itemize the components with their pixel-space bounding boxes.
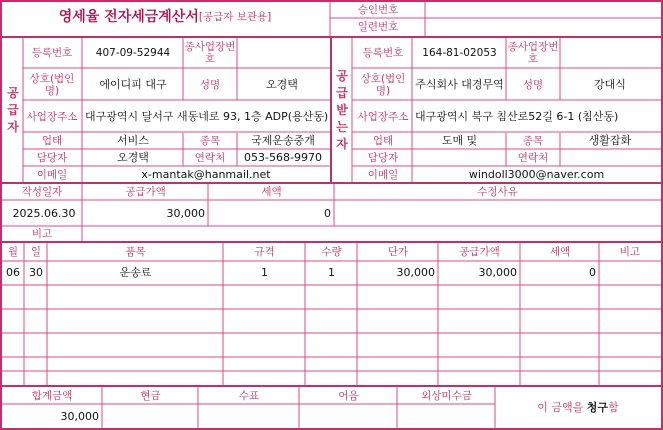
claim-prefix: 이 금액을: [537, 400, 584, 414]
supplier-section-label: 공급자: [7, 86, 19, 134]
supplier-email: x-mantak@hanmail.net: [141, 167, 271, 181]
item-row-1-day: 30: [29, 266, 43, 279]
cash-label: 현금: [140, 389, 161, 402]
supplier-phone: 053-568-9970: [244, 151, 322, 164]
check-label: 수표: [238, 389, 260, 402]
buyer-phone: [561, 150, 659, 166]
buyer-name: 주식회사 대경무역: [415, 78, 504, 91]
supplier-branch-no: [238, 38, 326, 68]
buyer-reg-no: 164-81-02053: [422, 47, 497, 59]
supplier-rep: 오경택: [266, 77, 298, 91]
buyer-manager: [413, 150, 506, 166]
note-value: [83, 227, 660, 241]
supplier-reg-no: 407-09-52944: [95, 47, 171, 59]
reason-label: 수정사유: [477, 186, 518, 198]
supplier-name: 에이디피 대구: [99, 77, 167, 91]
buyer-reg-no-label: 등록번호: [362, 47, 404, 59]
approval-no-label: 승인번호: [357, 3, 399, 16]
buyer-phone-label: 연락처: [517, 152, 549, 164]
buyer-type-label: 업태: [372, 134, 394, 147]
date-value: 2025.06.30: [12, 206, 76, 220]
note-label: 비고: [31, 228, 53, 240]
items-header-price: 단가: [387, 246, 409, 258]
invoice-title-note: [공급자 보관용]: [198, 11, 272, 23]
supply-amount-value: 30,000: [166, 206, 205, 220]
serial-no-label: 일련번호: [357, 20, 399, 33]
items-header-qty: 수량: [321, 246, 342, 258]
item-row-1-spec: 1: [261, 266, 268, 279]
buyer-branch-label: 종사업장번호: [507, 41, 559, 65]
total-label: 합계금액: [31, 389, 73, 402]
bill-value: [300, 405, 397, 428]
supplier-email-label: 이메일: [36, 168, 68, 181]
credit-label: 외상미수금: [421, 389, 472, 402]
buyer-branch-no: [561, 38, 659, 68]
check-value: [199, 405, 299, 428]
invoice-title-text: 영세율 전자세금계산서: [58, 9, 199, 25]
tax-amount-value: 0: [324, 206, 331, 220]
items-header-month: 월: [7, 246, 19, 258]
buyer-email-label: 이메일: [367, 168, 399, 181]
supplier-item-label: 종목: [199, 134, 221, 147]
item-row-1-tax: 0: [589, 266, 596, 279]
credit-value: [398, 405, 495, 428]
item-row-1-supply: 30,000: [478, 266, 517, 279]
buyer-item: 생활잡화: [588, 133, 632, 147]
item-row-1-qty: 1: [328, 266, 335, 279]
tax-amount-label: 세액: [261, 186, 282, 198]
buyer-item-label: 종목: [522, 134, 544, 147]
buyer-addr: 대구광역시 북구 침산로52길 6-1 (침산동): [415, 109, 619, 123]
buyer-type: 도매 및: [441, 133, 478, 147]
items-header-item: 품목: [125, 246, 146, 258]
cash-value: [103, 405, 198, 428]
item-row-1-month: 06: [6, 266, 20, 279]
supply-amount-label: 공급가액: [125, 186, 166, 198]
invoice-title: [2, 2, 328, 32]
supplier-reg-no-label: 등록번호: [31, 47, 73, 59]
supplier-branch-label: 종사업장번호: [184, 41, 236, 65]
claim-word: 청구: [586, 400, 609, 414]
total-value: 30,000: [60, 409, 99, 423]
item-row-1-name: 운송료: [119, 266, 152, 279]
bill-label: 어음: [338, 389, 359, 402]
supplier-type-label: 업태: [41, 134, 63, 147]
supplier-type: 서비스: [117, 133, 149, 147]
buyer-name-label: 상호(법인명): [360, 72, 406, 97]
buyer-manager-label: 담당자: [367, 152, 399, 164]
buyer-email: windoll3000@naver.com: [468, 167, 605, 181]
items-header-day: 일: [30, 246, 42, 258]
supplier-manager-label: 담당자: [36, 152, 68, 164]
approval-no-value: [426, 2, 660, 17]
item-row-1-note: [600, 262, 660, 284]
buyer-rep: 강대식: [594, 77, 626, 91]
supplier-addr: 대구광역시 달서구 새동네로 93, 1층 ADP(용산동): [85, 110, 329, 123]
items-header-tax: 세액: [549, 246, 571, 258]
serial-no-value: [426, 19, 660, 34]
supplier-addr-label: 사업장주소: [26, 110, 78, 123]
reason-value: [335, 201, 660, 226]
supplier-rep-label: 성명: [199, 78, 221, 91]
supplier-manager: 오경택: [117, 151, 149, 164]
claim-statement: [496, 387, 660, 428]
buyer-addr-label: 사업장주소: [357, 110, 409, 123]
item-row-1-price: 30,000: [396, 266, 435, 279]
buyer-section-label: 공급받는자: [336, 69, 348, 151]
items-header-spec: 규격: [254, 246, 275, 258]
supplier-name-label: 상호(법인명): [29, 72, 75, 97]
buyer-rep-label: 성명: [522, 78, 544, 91]
items-header-note: 비고: [619, 246, 641, 258]
date-label: 작성일자: [21, 186, 63, 198]
claim-suffix: 함: [608, 400, 619, 414]
supplier-phone-label: 연락처: [194, 152, 226, 164]
supplier-item: 국제운송중개: [251, 133, 315, 147]
items-header-supply: 공급가액: [459, 246, 500, 258]
